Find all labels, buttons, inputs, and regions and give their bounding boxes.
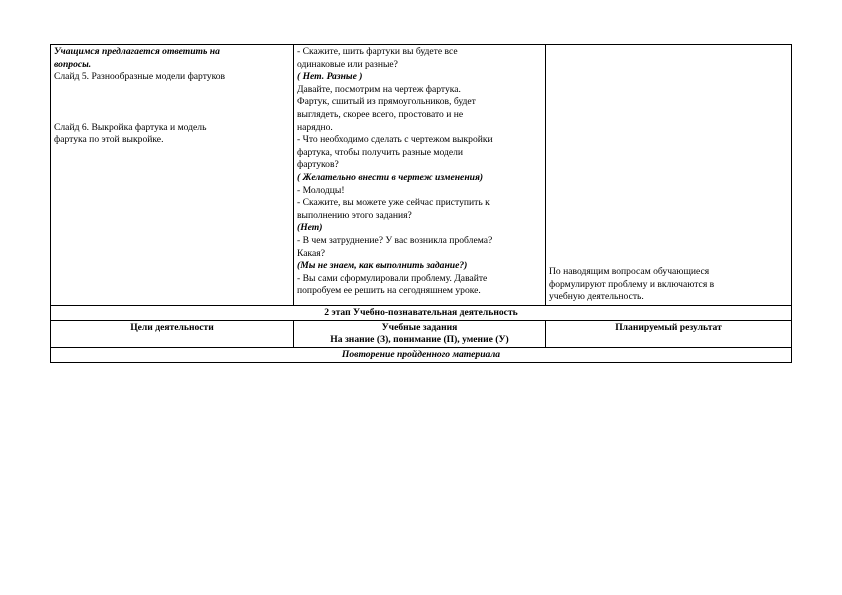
tasks-header-title: Учебные задания [381, 321, 458, 333]
review-title: Повторение пройденного материала [51, 347, 792, 362]
slide-6-label: Слайд 6. Выкройка фартука и модель [54, 121, 207, 133]
teacher-question-line: - В чем затруднение? У вас возникла проблема? [297, 234, 493, 246]
intro-line: Учащимся предлагается ответить на [54, 46, 220, 57]
student-answer-line: ( Нет. Разные ) [297, 71, 363, 83]
teacher-question-line: - Что необходимо сделать с чертежом выкройки [297, 134, 493, 146]
outcome-line: По наводящим вопросам обучающиеся [549, 266, 710, 277]
result-header: Планируемый результат [546, 320, 792, 347]
teacher-question-line: - Скажите, вы можете уже сейчас приступить к [297, 197, 490, 209]
activity-row [51, 45, 792, 306]
teacher-question-line: нарядно. [297, 121, 333, 133]
teacher-question-line: фартука, чтобы получить разные модели [297, 146, 464, 158]
outcome-cell [546, 45, 792, 306]
teacher-question-line: - Скажите, шить фартуки вы будете все [297, 46, 458, 57]
slide-5-label: Слайд 5. Разнообразные модели фартуков [54, 71, 226, 83]
dialogue-lines [297, 46, 542, 298]
outcome-line: учебную деятельность. [549, 291, 644, 303]
header-row [51, 320, 792, 347]
stage-2-title: 2 этап Учебно-познавательная деятельность [51, 305, 792, 320]
review-row [51, 347, 792, 362]
teacher-question-line: - Вы сами сформулировали проблему. Давайте [297, 272, 488, 284]
teacher-question-line: Какая? [297, 247, 325, 259]
tasks-header [294, 320, 546, 347]
dialogue-cell [294, 45, 546, 306]
intro-line: вопросы. [54, 58, 92, 70]
teacher-question-line: Фартук, сшитый из прямоугольников, будет [297, 96, 476, 108]
goals-header: Цели деятельности [51, 320, 294, 347]
student-answer-line: ( Желательно внести в чертеж изменения) [297, 171, 484, 183]
student-answer-line: (Мы не знаем, как выполнить задание?) [297, 260, 468, 272]
tasks-header-subtitle: На знание (З), понимание (П), умение (У) [330, 333, 509, 345]
student-answer-line: (Нет) [297, 222, 323, 234]
teacher-question-line: выглядеть, скорее всего, простовато и не [297, 108, 464, 120]
teacher-question-line: попробуем ее решить на сегодняшнем уроке. [297, 285, 481, 297]
teacher-question-line: одинаковые или разные? [297, 58, 398, 70]
stage-row [51, 305, 792, 320]
spacer [54, 84, 290, 122]
teacher-question-line: выполнению этого задания? [297, 209, 412, 221]
outcome-line: формулируют проблему и включаются в [549, 278, 715, 290]
teacher-question-line: фартуков? [297, 159, 339, 171]
teacher-notes-cell [51, 45, 294, 306]
lesson-plan-table [50, 44, 792, 363]
teacher-question-line: Давайте, посмотрим на чертеж фартука. [297, 83, 461, 95]
teacher-question-line: - Молодцы! [297, 184, 345, 196]
spacer [549, 46, 788, 266]
slide-6-label: фартука по этой выкройке. [54, 134, 164, 146]
